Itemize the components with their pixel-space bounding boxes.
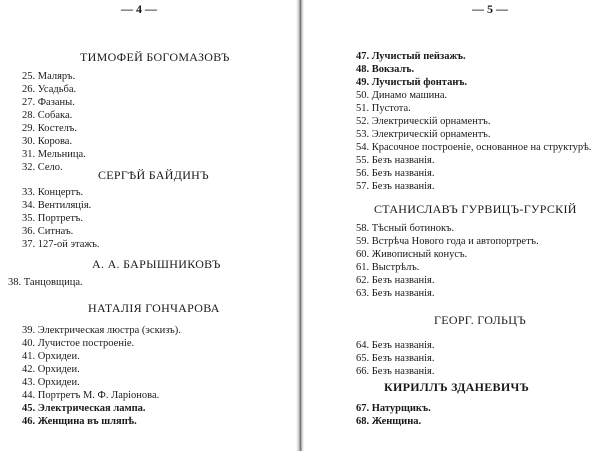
- catalogue-entry: 35. Портретъ.: [22, 213, 83, 224]
- right-page: [304, 0, 600, 451]
- artist-heading: НАТАЛІЯ ГОНЧАРОВА: [88, 301, 220, 315]
- catalogue-entry: 38. Танцовщица.: [8, 277, 83, 288]
- catalogue-entry: 60. Живописный конусъ.: [356, 249, 468, 260]
- page-number: — 5 —: [472, 2, 508, 16]
- catalogue-entry: 46. Женщина въ шляпѣ.: [22, 416, 137, 427]
- catalogue-entry: 27. Фазаны.: [22, 97, 75, 108]
- catalogue-entry: 49. Лучистый фонтанъ.: [356, 77, 468, 88]
- catalogue-entry: 25. Маляръ.: [22, 71, 76, 82]
- catalogue-entry: 53. Электрическій орнаментъ.: [356, 129, 491, 140]
- catalogue-entry: 28. Собака.: [22, 110, 73, 121]
- catalogue-entry: 65. Безъ названія.: [356, 353, 435, 364]
- catalogue-entry: 39. Электрическая люстра (эскизъ).: [22, 325, 181, 336]
- catalogue-entry: 37. 127-ой этажъ.: [22, 239, 100, 250]
- catalogue-entry: 30. Корова.: [22, 136, 73, 147]
- catalogue-entry: 63. Безъ названія.: [356, 288, 435, 299]
- catalogue-entry: 51. Пустота.: [356, 103, 411, 114]
- artist-heading: ТИМОФЕЙ БОГОМАЗОВЪ: [80, 50, 230, 64]
- catalogue-entry: 67. Натурщикъ.: [356, 403, 431, 414]
- catalogue-entry: 44. Портретъ М. Ф. Ларіонова.: [22, 390, 160, 401]
- catalogue-entry: 66. Безъ названія.: [356, 366, 435, 377]
- artist-heading: СТАНИСЛАВЪ ГУРВИЦЪ-ГУРСКІЙ: [374, 202, 577, 216]
- book-gutter: [296, 0, 304, 451]
- artist-heading: СЕРГѢЙ БАЙДИНЪ: [98, 168, 209, 182]
- artist-heading: КИРИЛЛЪ ЗДАНЕВИЧЪ: [384, 380, 530, 394]
- catalogue-entry: 33. Концертъ.: [22, 187, 84, 198]
- catalogue-entry: 42. Орхидеи.: [22, 364, 80, 375]
- catalogue-entry: 64. Безъ названія.: [356, 340, 435, 351]
- catalogue-entry: 43. Орхидеи.: [22, 377, 80, 388]
- catalogue-entry: 61. Выстрѣлъ.: [356, 262, 420, 273]
- page-number: — 4 —: [121, 2, 157, 16]
- catalogue-entry: 68. Женщина.: [356, 416, 422, 427]
- catalogue-entry: 26. Усадьба.: [22, 84, 77, 95]
- catalogue-entry: 48. Вокзалъ.: [356, 64, 415, 75]
- catalogue-entry: 29. Костелъ.: [22, 123, 77, 134]
- catalogue-entry: 54. Красочное построеніе, основанное на структурѣ.: [356, 142, 592, 153]
- catalogue-entry: 52. Электрическій орнаментъ.: [356, 116, 491, 127]
- catalogue-entry: 45. Электрическая лампа.: [22, 403, 146, 414]
- catalogue-entry: 58. Тѣсный ботинокъ.: [356, 223, 455, 234]
- catalogue-entry: 55. Безъ названія.: [356, 155, 435, 166]
- catalogue-entry: 36. Ситнаъ.: [22, 226, 74, 237]
- artist-heading: ГЕОРГ. ГОЛЬЦЪ: [434, 313, 526, 327]
- catalogue-entry: 50. Динамо машина.: [356, 90, 448, 101]
- catalogue-entry: 62. Безъ названія.: [356, 275, 435, 286]
- catalogue-entry: 57. Безъ названія.: [356, 181, 435, 192]
- catalogue-entry: 59. Встрѣча Нового года и автопортретъ.: [356, 236, 539, 247]
- artist-heading: А. А. БАРЫШНИКОВЪ: [92, 257, 221, 271]
- catalogue-entry: 31. Мельница.: [22, 149, 86, 160]
- catalogue-entry: 41. Орхидеи.: [22, 351, 80, 362]
- catalogue-entry: 47. Лучистый пейзажъ.: [356, 51, 466, 62]
- catalogue-entry: 34. Вентиляція.: [22, 200, 92, 211]
- catalogue-entry: 32. Село.: [22, 162, 63, 173]
- catalogue-entry: 56. Безъ названія.: [356, 168, 435, 179]
- catalogue-entry: 40. Лучистое построеніе.: [22, 338, 135, 349]
